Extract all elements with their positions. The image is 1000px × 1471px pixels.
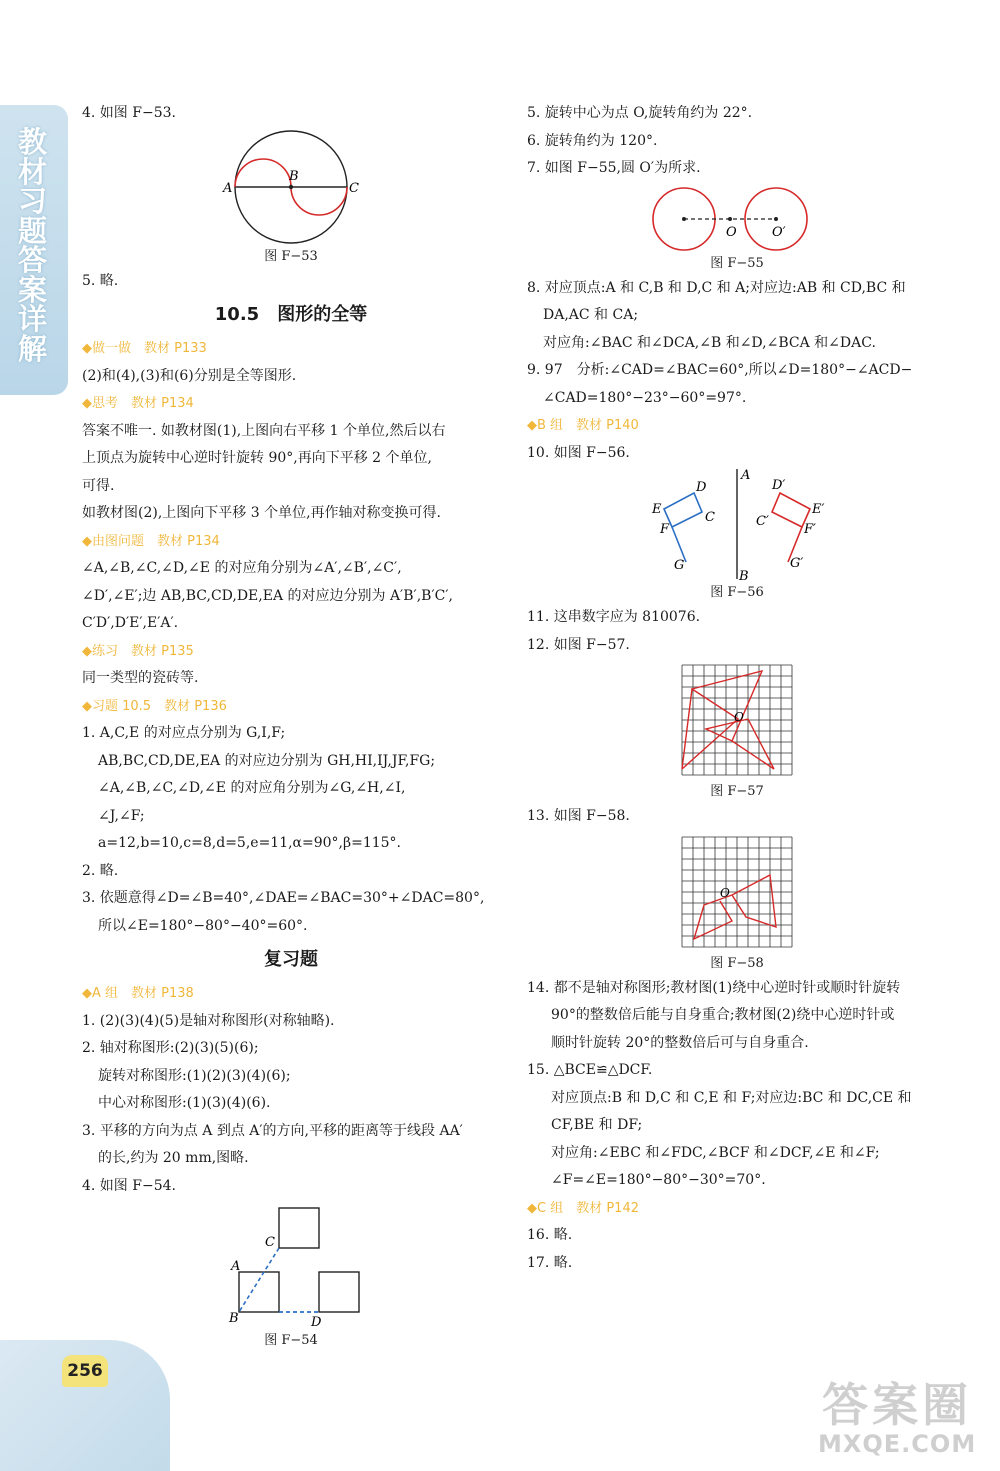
figure-caption: 图 F−54 [264, 1333, 318, 1348]
figure-f56-drawing [632, 467, 842, 582]
subsection-heading: ◆由图问题 教材 P134 [82, 533, 220, 549]
figure-f53 [82, 128, 500, 268]
answer-line: 如教材图(2),上图向下平移 3 个单位,再作轴对称变换可得. [82, 505, 441, 521]
answer-line: 1. A,C,E 的对应点分别为 G,I,F; [82, 725, 286, 741]
answer-line: 上顶点为旋转中心逆时针旋转 90°,再向下平移 2 个单位, [82, 450, 432, 466]
label-a: A [231, 1259, 241, 1274]
answer-line: ∠CAD=180°−23°−60°=97°. [543, 389, 747, 406]
answer-line: 答案不唯一. 如教材图(1),上图向右平移 1 个单位,然后以右 [82, 422, 446, 439]
answer-line: a=12,b=10,c=8,d=5,e=11,α=90°,β=115°. [98, 835, 402, 851]
label-g: G [674, 558, 685, 573]
answer-line: 90°的整数倍后能与自身重合;教材图(2)绕中心逆时针或 [551, 1007, 895, 1023]
label-c-prime: C′ [756, 514, 769, 529]
answer-line: 5. 略. [82, 272, 119, 289]
answer-line: 可得. [82, 477, 115, 494]
left-column [82, 100, 500, 1352]
answer-line: 10. 如图 F−56. [527, 444, 630, 461]
subsection-heading: ◆C 组 教材 P142 [527, 1200, 639, 1216]
answer-line: 对应顶点:B 和 D,C 和 C,E 和 F;对应边:BC 和 DC,CE 和 [551, 1089, 912, 1106]
label-c: C [705, 510, 715, 525]
answer-line: 12. 如图 F−57. [527, 636, 630, 653]
label-o-prime: O′ [772, 224, 786, 240]
label-a: A [223, 180, 233, 196]
answer-line: 同一类型的瓷砖等. [82, 670, 199, 686]
answer-line: 4. 如图 F−54. [82, 1177, 176, 1194]
right-column [527, 100, 947, 1277]
answer-line: ∠A,∠B,∠C,∠D,∠E 的对应角分别为∠G,∠H,∠I, [98, 780, 406, 796]
answer-line: 8. 对应顶点:A 和 C,B 和 D,C 和 A;对应边:AB 和 CD,BC 和 [527, 279, 906, 296]
answer-line: 15. △BCE≌△DCF. [527, 1062, 653, 1078]
figure-f54 [82, 1200, 500, 1352]
label-c: C [265, 1235, 275, 1250]
figure-f58 [527, 831, 947, 975]
answer-line: 9. 97 分析:∠CAD=∠BAC=60°,所以∠D=180°−∠ACD− [527, 362, 913, 378]
answer-line: 2. 轴对称图形:(2)(3)(5)(6); [82, 1040, 259, 1056]
label-e-prime: E′ [812, 502, 825, 517]
answer-line: C′D′,D′E′,E′A′. [82, 615, 179, 631]
watermark-line1: 答案圈 [822, 1378, 973, 1432]
answer-line: 对应角:∠EBC 和∠FDC,∠BCF 和∠DCF,∠E 和∠F; [551, 1144, 880, 1161]
figure-caption: 图 F−58 [710, 955, 764, 971]
answer-line: 14. 都不是轴对称图形;教材图(1)绕中心逆时针或顺时针旋转 [527, 979, 901, 996]
label-d: D [696, 480, 707, 495]
label-b: B [289, 168, 299, 184]
figure-f57-drawing [676, 659, 798, 781]
answer-line: 所以∠E=180°−80°−40°=60°. [98, 917, 308, 934]
answer-line: 4. 如图 F−53. [82, 105, 176, 121]
subsection-heading: ◆做一做 教材 P133 [82, 341, 207, 356]
figure-f58-drawing [676, 831, 798, 953]
answer-line: ∠J,∠F; [98, 807, 145, 824]
answer-line: AB,BC,CD,DE,EA 的对应边分别为 GH,HI,IJ,JF,FG; [98, 752, 436, 769]
answer-line: 顺时针旋转 20°的整数倍后可与自身重合. [551, 1034, 809, 1051]
answer-line: 11. 这串数字应为 810076. [527, 609, 701, 625]
figure-caption: 图 F−56 [710, 585, 764, 600]
answer-line: 旋转对称图形:(1)(2)(3)(4)(6); [98, 1067, 291, 1084]
answer-line: 中心对称图形:(1)(3)(4)(6). [98, 1095, 271, 1111]
label-a: A [741, 468, 751, 483]
label-o: O [734, 710, 744, 724]
section-title: 10.5 图形的全等 [214, 304, 368, 325]
figure-f54-drawing [211, 1200, 371, 1330]
answer-line: ∠F=∠E=180°−80°−30°=70°. [551, 1172, 766, 1188]
answer-line: (2)和(4),(3)和(6)分别是全等图形. [82, 367, 297, 384]
answer-line: 7. 如图 F−55,圆 O′为所求. [527, 160, 701, 176]
answer-line: 3. 平移的方向为点 A 到点 A′的方向,平移的距离等于线段 AA′ [82, 1122, 463, 1139]
label-g-prime: G′ [790, 556, 804, 571]
figure-f57 [527, 659, 947, 803]
answer-line: 1. (2)(3)(4)(5)是轴对称图形(对称轴略). [82, 1012, 335, 1029]
answer-line: 16. 略. [527, 1227, 573, 1243]
answer-line: DA,AC 和 CA; [543, 307, 639, 323]
label-o: O [726, 224, 737, 240]
subsection-heading: ◆练习 教材 P135 [82, 643, 194, 659]
subsection-heading: ◆A 组 教材 P138 [82, 986, 194, 1001]
figure-f55-drawing [652, 183, 822, 253]
label-b: B [739, 569, 749, 582]
page-number: 256 [62, 1355, 108, 1387]
answer-line: ∠D′,∠E′;边 AB,BC,CD,DE,EA 的对应边分别为 A′B′,B′C′, [82, 587, 453, 604]
figure-caption: 图 F−53 [264, 248, 318, 264]
label-f-prime: F′ [804, 522, 816, 537]
answer-line: 13. 如图 F−58. [527, 808, 630, 824]
watermark-line2: MXQE.COM [818, 1430, 977, 1458]
answer-line: ∠A,∠B,∠C,∠D,∠E 的对应角分别为∠A′,∠B′,∠C′, [82, 560, 402, 576]
figure-caption: 图 F−55 [710, 255, 764, 271]
figure-f53-drawing [201, 128, 381, 246]
subsection-heading: ◆思考 教材 P134 [82, 396, 194, 411]
label-d: D [311, 1315, 322, 1330]
figure-f56 [527, 467, 947, 604]
label-d-prime: D′ [772, 478, 786, 493]
answer-line: 5. 旋转中心为点 O,旋转角约为 22°. [527, 105, 753, 121]
label-o: O [720, 885, 730, 900]
answer-line: CF,BE 和 DF; [551, 1117, 643, 1133]
figure-caption: 图 F−57 [710, 784, 764, 799]
side-tab-label: 教材习题答案详解 [18, 125, 48, 366]
label-c: C [349, 180, 359, 196]
label-f: F [660, 522, 670, 537]
label-b: B [229, 1311, 239, 1326]
figure-f55 [527, 183, 947, 275]
answer-line: 3. 依题意得∠D=∠B=40°,∠DAE=∠BAC=30°+∠DAC=80°, [82, 890, 485, 906]
answer-line: 17. 略. [527, 1254, 573, 1271]
watermark [818, 1380, 976, 1458]
subsection-heading: ◆B 组 教材 P140 [527, 418, 639, 433]
answer-line: 6. 旋转角约为 120°. [527, 132, 658, 149]
label-e: E [652, 502, 662, 517]
answer-line: 的长,约为 20 mm,图略. [98, 1150, 249, 1166]
answer-line: 对应角:∠BAC 和∠DCA,∠B 和∠D,∠BCA 和∠DAC. [543, 334, 876, 351]
answer-line: 2. 略. [82, 862, 119, 879]
review-title: 复习题 [264, 949, 318, 970]
subsection-heading: ◆习题 10.5 教材 P136 [82, 698, 227, 714]
